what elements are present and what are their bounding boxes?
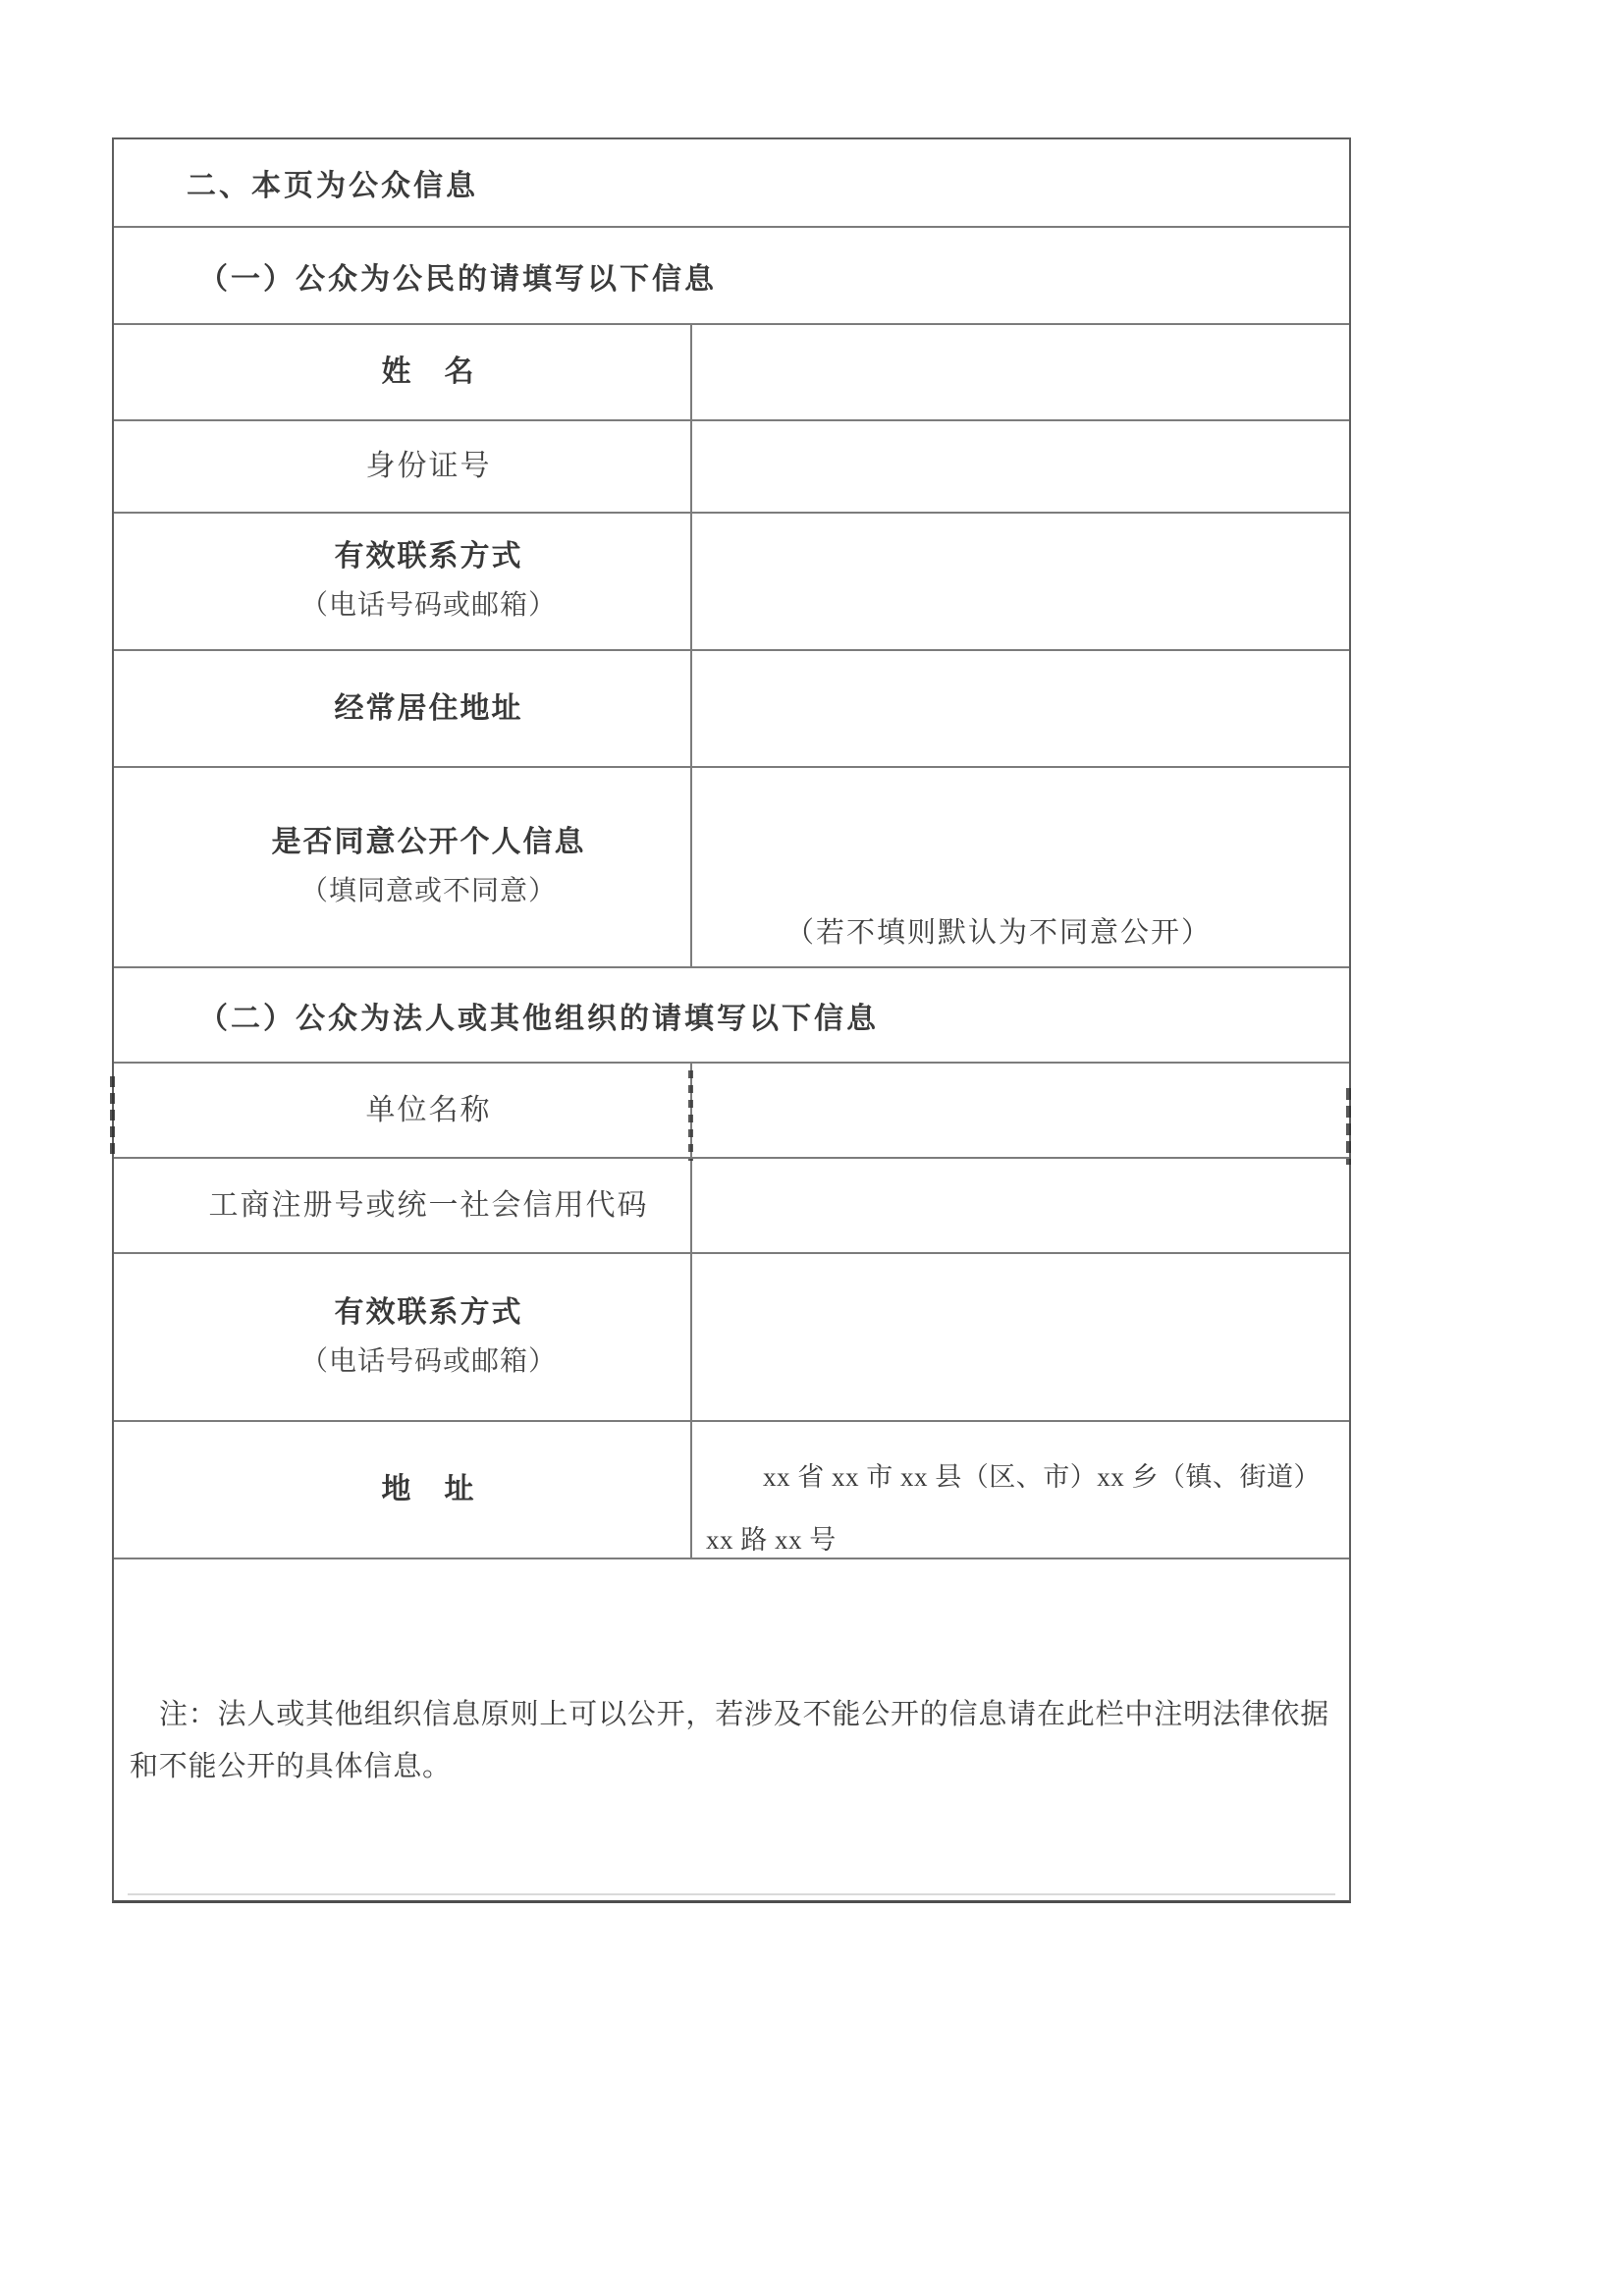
form-row-credit-code <box>114 1159 1349 1254</box>
org-address-value-line2: xx 路 xx 号 <box>706 1525 837 1555</box>
org-contact-value-cell <box>692 1254 1349 1420</box>
form-row-contact-org <box>114 1254 1349 1422</box>
org-address-value-cell <box>692 1422 1349 1558</box>
note-text: 注：法人或其他组织信息原则上可以公开，若涉及不能公开的信息请在此栏中注明法律依据和不能公开的具体信息。 <box>130 1699 1330 1782</box>
section-heading: 二、本页为公众信息 <box>187 170 478 202</box>
citizen-section-title: （一）公众为公民的请填写以下信息 <box>198 262 717 296</box>
consent-default-note: （若不填则默认为不同意公开） <box>785 917 1213 949</box>
org-name-value-cell <box>692 1064 1349 1157</box>
form-row-id-number <box>114 421 1349 514</box>
consent-label: 是否同意公开个人信息 <box>271 826 586 858</box>
org-address-label: 地 址 <box>381 1473 476 1505</box>
credit-code-label: 工商注册号或统一社会信用代码 <box>208 1188 649 1222</box>
contact-label: 有效联系方式 <box>334 540 523 573</box>
id-number-value-cell <box>692 421 1349 512</box>
form-row-org-address <box>114 1422 1349 1559</box>
form-row-contact-citizen <box>114 514 1349 651</box>
org-address-value-line1: xx 省 xx 市 xx 县（区、市）xx 乡（镇、街道） <box>763 1462 1321 1492</box>
form-row-residence-address <box>114 651 1349 768</box>
section-heading-row <box>114 139 1349 228</box>
contact-value-cell <box>692 514 1349 649</box>
org-name-label: 单位名称 <box>365 1093 492 1126</box>
contact-hint: （电话号码或邮箱） <box>299 590 557 621</box>
consent-value-cell <box>692 768 1349 966</box>
credit-code-value-cell <box>692 1159 1349 1252</box>
org-section-title: （二）公众为法人或其他组织的请填写以下信息 <box>198 1002 879 1035</box>
org-contact-hint: （电话号码或邮箱） <box>299 1345 557 1377</box>
form-row-name <box>114 325 1349 421</box>
id-number-label: 身份证号 <box>365 450 492 482</box>
org-section-title-row <box>114 968 1349 1064</box>
residence-address-value-cell <box>692 651 1349 766</box>
residence-address-label: 经常居住地址 <box>334 691 523 725</box>
public-info-form-table <box>112 137 1351 1903</box>
form-row-consent <box>114 768 1349 968</box>
org-contact-label: 有效联系方式 <box>334 1295 523 1329</box>
name-label: 姓 名 <box>381 355 476 388</box>
name-value-cell <box>692 325 1349 419</box>
consent-hint: （填同意或不同意） <box>299 876 557 906</box>
citizen-section-title-row <box>114 228 1349 325</box>
form-row-org-name <box>114 1064 1349 1159</box>
note-row <box>114 1559 1349 1900</box>
